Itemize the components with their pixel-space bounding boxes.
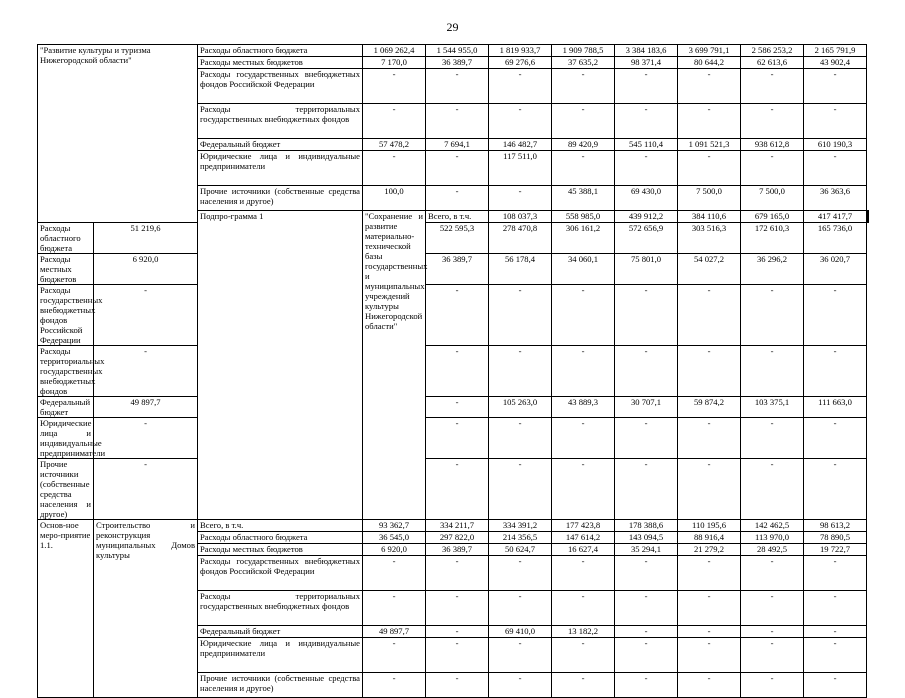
- amount-cell: 80 644,2: [678, 57, 741, 69]
- amount-cell: 51 219,6: [94, 223, 198, 254]
- amount-cell: 110 195,6: [678, 520, 741, 532]
- amount-cell: 306 161,2: [552, 223, 615, 254]
- amount-cell: 558 985,0: [552, 211, 615, 223]
- table-row: [38, 397, 869, 418]
- amount-cell: 334 391,2: [489, 520, 552, 532]
- amount-cell: 7 170,0: [363, 57, 426, 69]
- amount-cell: -: [94, 459, 198, 520]
- amount-cell: -: [804, 346, 867, 397]
- amount-cell: 35 294,1: [615, 544, 678, 556]
- amount-cell: -: [615, 673, 678, 698]
- amount-cell: 21 279,2: [678, 544, 741, 556]
- amount-cell: -: [552, 638, 615, 673]
- amount-cell: 56 178,4: [489, 254, 552, 285]
- amount-cell: 6 920,0: [94, 254, 198, 285]
- amount-cell: -: [615, 285, 678, 346]
- amount-cell: 36 545,0: [363, 532, 426, 544]
- funding-source-cell: Расходы государственных внебюджетных фондов Российской Федерации: [198, 69, 363, 104]
- amount-cell: 439 912,2: [615, 211, 678, 223]
- amount-cell: -: [363, 151, 426, 186]
- amount-cell: -: [804, 285, 867, 346]
- amount-cell: 938 612,8: [741, 139, 804, 151]
- amount-cell: 610 190,3: [804, 139, 867, 151]
- amount-cell: -: [741, 104, 804, 139]
- amount-cell: 117 511,0: [489, 151, 552, 186]
- program-name-cell: Строительство и реконструкция муниципальных Домов культуры: [94, 520, 198, 698]
- funding-source-cell: Расходы территориальных государственных внебюджетных фондов: [198, 591, 363, 626]
- amount-cell: 7 500,0: [741, 186, 804, 211]
- amount-cell: 7 500,0: [678, 186, 741, 211]
- amount-cell: 165 736,0: [804, 223, 867, 254]
- amount-cell: 3 699 791,1: [678, 45, 741, 57]
- funding-source-cell: Расходы областного бюджета: [38, 223, 94, 254]
- amount-cell: -: [804, 104, 867, 139]
- amount-cell: -: [363, 104, 426, 139]
- amount-cell: -: [426, 673, 489, 698]
- amount-cell: -: [615, 638, 678, 673]
- amount-cell: -: [804, 69, 867, 104]
- amount-cell: 50 624,7: [489, 544, 552, 556]
- amount-cell: 36 389,7: [426, 254, 489, 285]
- amount-cell: 103 375,1: [741, 397, 804, 418]
- table-row: [38, 346, 869, 397]
- amount-cell: -: [94, 285, 198, 346]
- amount-cell: -: [426, 186, 489, 211]
- funding-source-cell: Расходы местных бюджетов: [198, 57, 363, 69]
- table-row: [38, 459, 869, 520]
- amount-cell: 37 635,2: [552, 57, 615, 69]
- amount-cell: -: [552, 591, 615, 626]
- amount-cell: 28 492,5: [741, 544, 804, 556]
- amount-cell: 36 389,7: [426, 57, 489, 69]
- amount-cell: 57 478,2: [363, 139, 426, 151]
- amount-cell: -: [804, 626, 867, 638]
- table-row: [38, 285, 869, 346]
- amount-cell: 88 916,4: [678, 532, 741, 544]
- amount-cell: -: [804, 556, 867, 591]
- funding-source-cell: Расходы местных бюджетов: [198, 544, 363, 556]
- funding-source-cell: Расходы государственных внебюджетных фондов Российской Федерации: [198, 556, 363, 591]
- amount-cell: -: [615, 459, 678, 520]
- amount-cell: 43 889,3: [552, 397, 615, 418]
- amount-cell: -: [678, 638, 741, 673]
- amount-cell: -: [363, 673, 426, 698]
- amount-cell: -: [363, 69, 426, 104]
- amount-cell: -: [615, 346, 678, 397]
- amount-cell: -: [489, 69, 552, 104]
- amount-cell: -: [489, 104, 552, 139]
- amount-cell: -: [552, 459, 615, 520]
- amount-cell: 13 182,2: [552, 626, 615, 638]
- amount-cell: -: [615, 104, 678, 139]
- amount-cell: -: [804, 418, 867, 459]
- budget-table: [37, 44, 869, 698]
- amount-cell: 62 613,6: [741, 57, 804, 69]
- amount-cell: 6 920,0: [363, 544, 426, 556]
- amount-cell: 545 110,4: [615, 139, 678, 151]
- amount-cell: -: [741, 591, 804, 626]
- amount-cell: 1 091 521,3: [678, 139, 741, 151]
- amount-cell: -: [804, 638, 867, 673]
- amount-cell: 49 897,7: [94, 397, 198, 418]
- amount-cell: -: [615, 556, 678, 591]
- amount-cell: -: [489, 673, 552, 698]
- program-title-cell: "Развитие культуры и туризма Нижегородской области": [38, 45, 198, 223]
- amount-cell: -: [741, 418, 804, 459]
- amount-cell: -: [678, 104, 741, 139]
- table-row: [38, 418, 869, 459]
- funding-source-cell: Расходы государственных внебюджетных фондов Российской Федерации: [38, 285, 94, 346]
- amount-cell: -: [426, 69, 489, 104]
- amount-cell: 111 663,0: [804, 397, 867, 418]
- funding-source-cell: Расходы областного бюджета: [198, 532, 363, 544]
- amount-cell: -: [426, 397, 489, 418]
- funding-source-cell: Расходы территориальных государственных внебюджетных фондов: [38, 346, 94, 397]
- funding-source-cell: Федеральный бюджет: [38, 397, 94, 418]
- amount-cell: -: [615, 418, 678, 459]
- amount-cell: 30 707,1: [615, 397, 678, 418]
- amount-cell: 2 586 253,2: [741, 45, 804, 57]
- amount-cell: 172 610,3: [741, 223, 804, 254]
- amount-cell: -: [678, 626, 741, 638]
- amount-cell: 522 595,3: [426, 223, 489, 254]
- amount-cell: 297 822,0: [426, 532, 489, 544]
- amount-cell: -: [489, 346, 552, 397]
- amount-cell: -: [615, 69, 678, 104]
- funding-source-cell: Всего, в т.ч.: [198, 520, 363, 532]
- amount-cell: -: [741, 673, 804, 698]
- amount-cell: -: [94, 346, 198, 397]
- funding-source-cell: Юридические лица и индивидуальные предприниматели: [198, 638, 363, 673]
- amount-cell: -: [426, 418, 489, 459]
- program-code-cell: Основ-ное меро-приятие 1.1.: [38, 520, 94, 698]
- amount-cell: -: [363, 591, 426, 626]
- amount-cell: -: [552, 104, 615, 139]
- amount-cell: -: [426, 151, 489, 186]
- amount-cell: 69 430,0: [615, 186, 678, 211]
- funding-source-cell: Всего, в т.ч.: [426, 211, 489, 223]
- funding-source-cell: Расходы местных бюджетов: [38, 254, 94, 285]
- amount-cell: 113 970,0: [741, 532, 804, 544]
- funding-source-cell: Юридические лица и индивидуальные предприниматели: [38, 418, 94, 459]
- funding-source-cell: Прочие источники (собственные средства населения и другое): [198, 673, 363, 698]
- program-code-cell: Подпро-грамма 1: [198, 211, 363, 520]
- amount-cell: 1 544 955,0: [426, 45, 489, 57]
- amount-cell: 142 462,5: [741, 520, 804, 532]
- amount-cell: -: [615, 151, 678, 186]
- amount-cell: 19 722,7: [804, 544, 867, 556]
- funding-source-cell: Прочие источники (собственные средства населения и другое): [38, 459, 94, 520]
- amount-cell: 1 069 262,4: [363, 45, 426, 57]
- amount-cell: -: [426, 104, 489, 139]
- amount-cell: -: [489, 418, 552, 459]
- funding-source-cell: Прочие источники (собственные средства населения и другое): [198, 186, 363, 211]
- amount-cell: -: [426, 285, 489, 346]
- table-row: [38, 45, 869, 57]
- amount-cell: -: [552, 673, 615, 698]
- amount-cell: -: [426, 346, 489, 397]
- funding-source-cell: Расходы территориальных государственных внебюджетных фондов: [198, 104, 363, 139]
- amount-cell: 1 819 933,7: [489, 45, 552, 57]
- page-number: 29: [446, 20, 459, 34]
- amount-cell: 143 094,5: [615, 532, 678, 544]
- amount-cell: -: [741, 151, 804, 186]
- amount-cell: 36 296,2: [741, 254, 804, 285]
- amount-cell: -: [552, 69, 615, 104]
- amount-cell: -: [741, 556, 804, 591]
- funding-source-cell: Федеральный бюджет: [198, 626, 363, 638]
- amount-cell: 146 482,7: [489, 139, 552, 151]
- amount-cell: 108 037,3: [489, 211, 552, 223]
- amount-cell: 89 420,9: [552, 139, 615, 151]
- amount-cell: 278 470,8: [489, 223, 552, 254]
- amount-cell: 36 363,6: [804, 186, 867, 211]
- amount-cell: -: [363, 556, 426, 591]
- amount-cell: 98 371,4: [615, 57, 678, 69]
- amount-cell: 303 516,3: [678, 223, 741, 254]
- amount-cell: -: [489, 186, 552, 211]
- amount-cell: -: [678, 459, 741, 520]
- amount-cell: -: [552, 285, 615, 346]
- amount-cell: -: [678, 69, 741, 104]
- amount-cell: -: [426, 638, 489, 673]
- amount-cell: -: [741, 459, 804, 520]
- amount-cell: 69 410,0: [489, 626, 552, 638]
- amount-cell: -: [804, 673, 867, 698]
- amount-cell: -: [741, 285, 804, 346]
- amount-cell: 679 165,0: [741, 211, 804, 223]
- amount-cell: -: [741, 626, 804, 638]
- amount-cell: 384 110,6: [678, 211, 741, 223]
- amount-cell: -: [678, 151, 741, 186]
- amount-cell: 93 362,7: [363, 520, 426, 532]
- amount-cell: 572 656,9: [615, 223, 678, 254]
- amount-cell: -: [363, 638, 426, 673]
- amount-cell: -: [615, 626, 678, 638]
- amount-cell: -: [489, 591, 552, 626]
- amount-cell: 59 874,2: [678, 397, 741, 418]
- funding-source-cell: Юридические лица и индивидуальные предприниматели: [198, 151, 363, 186]
- amount-cell: -: [804, 151, 867, 186]
- amount-cell: -: [678, 418, 741, 459]
- program-name-cell: "Сохранение и развитие материально-технической базы государственных и муниципальных учреждений культуры Нижегородской области": [363, 211, 426, 520]
- amount-cell: 2 165 791,9: [804, 45, 867, 57]
- amount-cell: 36 389,7: [426, 544, 489, 556]
- amount-cell: -: [552, 556, 615, 591]
- amount-cell: 69 276,6: [489, 57, 552, 69]
- amount-cell: 334 211,7: [426, 520, 489, 532]
- amount-cell: 100,0: [363, 186, 426, 211]
- amount-cell: 178 388,6: [615, 520, 678, 532]
- amount-cell: -: [678, 346, 741, 397]
- amount-cell: -: [426, 556, 489, 591]
- amount-cell: 105 263,0: [489, 397, 552, 418]
- amount-cell: -: [426, 459, 489, 520]
- amount-cell: 45 388,1: [552, 186, 615, 211]
- amount-cell: 54 027,2: [678, 254, 741, 285]
- amount-cell: 49 897,7: [363, 626, 426, 638]
- amount-cell: 214 356,5: [489, 532, 552, 544]
- table-row: [38, 254, 869, 285]
- amount-cell: -: [615, 591, 678, 626]
- amount-cell: -: [426, 626, 489, 638]
- amount-cell: -: [678, 556, 741, 591]
- amount-cell: 147 614,2: [552, 532, 615, 544]
- amount-cell: 7 694,1: [426, 139, 489, 151]
- amount-cell: -: [426, 591, 489, 626]
- amount-cell: -: [489, 556, 552, 591]
- amount-cell: -: [678, 285, 741, 346]
- table-row: [38, 520, 869, 532]
- amount-cell: 34 060,1: [552, 254, 615, 285]
- amount-cell: -: [741, 346, 804, 397]
- amount-cell: 98 613,2: [804, 520, 867, 532]
- amount-cell: -: [678, 673, 741, 698]
- amount-cell: -: [552, 418, 615, 459]
- amount-cell: -: [552, 151, 615, 186]
- amount-cell: 78 890,5: [804, 532, 867, 544]
- amount-cell: -: [489, 285, 552, 346]
- amount-cell: 16 627,4: [552, 544, 615, 556]
- funding-source-cell: Расходы областного бюджета: [198, 45, 363, 57]
- amount-cell: -: [552, 346, 615, 397]
- amount-cell: -: [804, 459, 867, 520]
- amount-cell: [868, 211, 869, 223]
- amount-cell: 177 423,8: [552, 520, 615, 532]
- amount-cell: 3 384 183,6: [615, 45, 678, 57]
- table-row: [38, 223, 869, 254]
- amount-cell: 43 902,4: [804, 57, 867, 69]
- amount-cell: -: [94, 418, 198, 459]
- amount-cell: 417 417,7: [804, 211, 867, 223]
- amount-cell: -: [678, 591, 741, 626]
- funding-source-cell: Федеральный бюджет: [198, 139, 363, 151]
- amount-cell: 1 909 788,5: [552, 45, 615, 57]
- amount-cell: 75 801,0: [615, 254, 678, 285]
- amount-cell: -: [489, 459, 552, 520]
- budget-table-body: [38, 45, 869, 698]
- amount-cell: -: [741, 638, 804, 673]
- amount-cell: -: [804, 591, 867, 626]
- amount-cell: -: [741, 69, 804, 104]
- amount-cell: -: [489, 638, 552, 673]
- amount-cell: 36 020,7: [804, 254, 867, 285]
